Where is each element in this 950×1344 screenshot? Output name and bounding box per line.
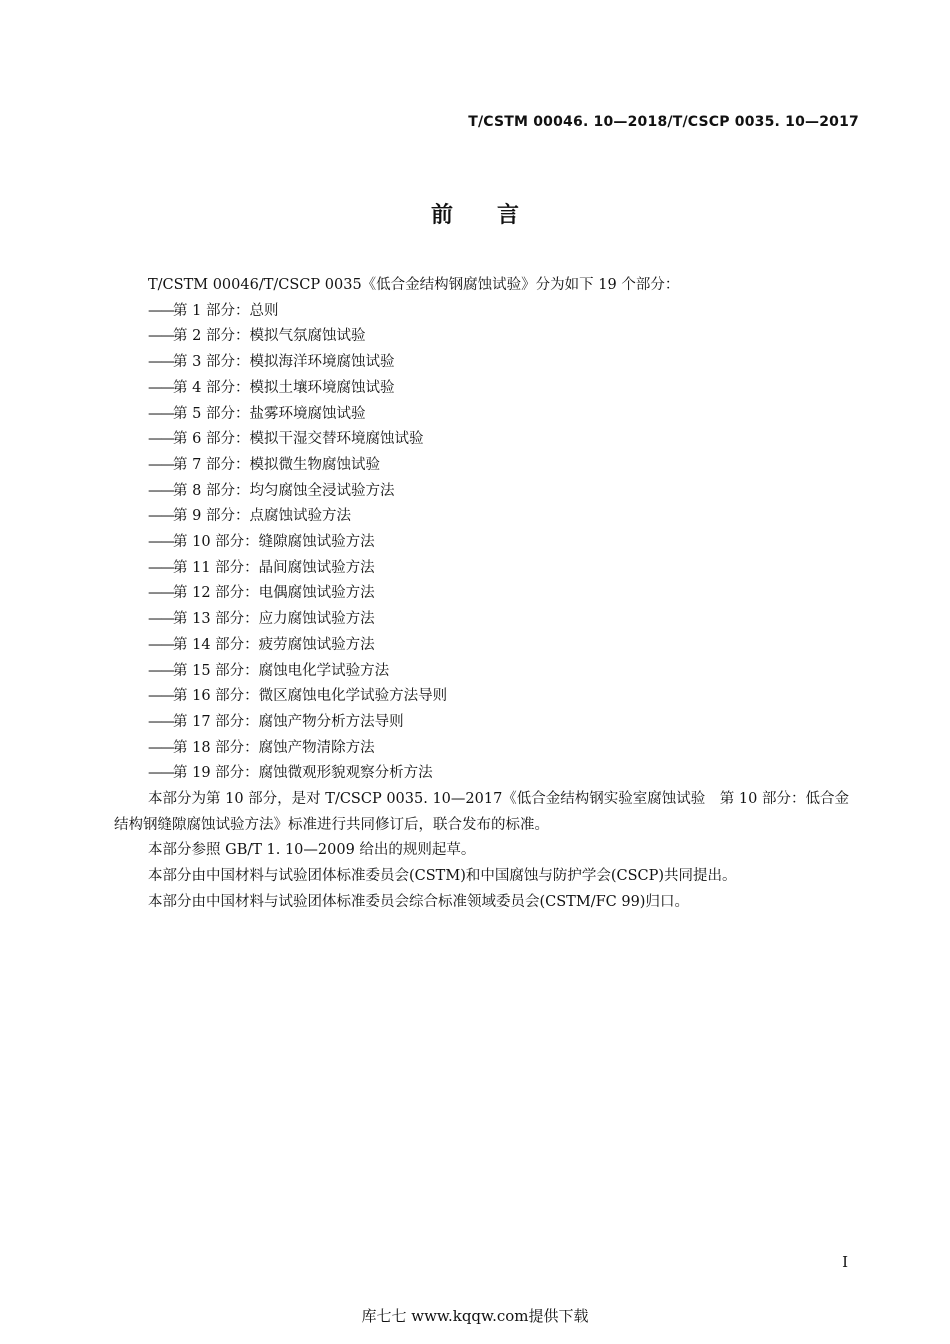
foreword-body (114, 273, 860, 916)
paragraph-1: 本部分为第 10 部分，是对 T/CSCP 0035. 10—2017《低合金结构钢实验室腐蚀试验 第 10 部分：低合金结构钢缝隙腐蚀试验方法》标准进行共同修订后，联合发布的标准。 (114, 791, 849, 833)
list-item-text: 第 14 部分：疲劳腐蚀试验方法 (173, 636, 375, 653)
list-item-text: 第 2 部分：模拟气氛腐蚀试验 (173, 328, 366, 345)
title-char-1: 前 (430, 203, 453, 228)
list-item (114, 659, 860, 685)
parts-list (114, 299, 860, 787)
list-dash: —— (148, 611, 173, 628)
list-dash: —— (148, 328, 173, 345)
list-dash: —— (148, 534, 173, 551)
list-dash: —— (148, 739, 173, 756)
list-dash: —— (148, 559, 173, 576)
list-item (114, 350, 860, 376)
list-dash: —— (148, 354, 173, 371)
list-item-text: 第 10 部分：缝隙腐蚀试验方法 (173, 534, 375, 551)
download-footer: 库七七 www.kqqw.com提供下载 (361, 1307, 589, 1325)
list-dash: —— (148, 456, 173, 473)
list-item (114, 453, 860, 479)
list-item (114, 479, 860, 505)
list-dash: —— (148, 636, 173, 653)
list-dash: —— (148, 765, 173, 782)
list-item-text: 第 3 部分：模拟海洋环境腐蚀试验 (173, 354, 395, 371)
page-number: I (842, 1253, 848, 1271)
list-item (114, 710, 860, 736)
list-dash: —— (148, 662, 173, 679)
document-code-header: T/CSTM 00046. 10—2018/T/CSCP 0035. 10—2017 (468, 114, 859, 130)
list-item-text: 第 15 部分：腐蚀电化学试验方法 (173, 662, 390, 679)
list-item (114, 607, 860, 633)
list-item-text: 第 17 部分：腐蚀产物分析方法导则 (173, 713, 404, 730)
list-dash: —— (148, 688, 173, 705)
list-item (114, 761, 860, 787)
paragraph-3: 本部分由中国材料与试验团体标准委员会(CSTM)和中国腐蚀与防护学会(CSCP)共同提出。 (148, 868, 737, 885)
list-item-text: 第 18 部分：腐蚀产物清除方法 (173, 739, 375, 756)
list-item (114, 504, 860, 530)
list-item (114, 736, 860, 762)
list-item (114, 530, 860, 556)
paragraph-2: 本部分参照 GB/T 1. 10—2009 给出的规则起草。 (148, 842, 476, 859)
list-dash: —— (148, 585, 173, 602)
list-dash: —— (148, 431, 173, 448)
intro-paragraph: T/CSTM 00046/T/CSCP 0035《低合金结构钢腐蚀试验》分为如下 19 个部分： (148, 277, 680, 293)
list-item-text: 第 16 部分：微区腐蚀电化学试验方法导则 (173, 688, 448, 705)
list-item (114, 427, 860, 453)
list-item (114, 376, 860, 402)
list-dash: —— (148, 482, 173, 499)
list-item (114, 324, 860, 350)
list-item (114, 633, 860, 659)
list-dash: —— (148, 379, 173, 396)
list-item-text: 第 5 部分：盐雾环境腐蚀试验 (173, 405, 366, 422)
title-char-2: 言 (497, 203, 520, 228)
list-item-text: 第 6 部分：模拟干湿交替环境腐蚀试验 (173, 431, 424, 448)
list-item (114, 684, 860, 710)
list-item-text: 第 8 部分：均匀腐蚀全浸试验方法 (173, 482, 395, 499)
list-item (114, 402, 860, 428)
list-dash: —— (148, 302, 173, 319)
list-dash: —— (148, 405, 173, 422)
list-item-text: 第 12 部分：电偶腐蚀试验方法 (173, 585, 375, 602)
list-dash: —— (148, 713, 173, 730)
paragraph-4: 本部分由中国材料与试验团体标准委员会综合标准领域委员会(CSTM/FC 99)归口。 (148, 893, 689, 910)
list-item-text: 第 1 部分：总则 (173, 302, 279, 319)
list-item-text: 第 7 部分：模拟微生物腐蚀试验 (173, 456, 380, 473)
list-item-text: 第 19 部分：腐蚀微观形貌观察分析方法 (173, 765, 433, 782)
list-item-text: 第 13 部分：应力腐蚀试验方法 (173, 611, 375, 628)
list-item (114, 556, 860, 582)
list-item-text: 第 11 部分：晶间腐蚀试验方法 (173, 559, 375, 576)
page-title (0, 198, 950, 229)
list-dash: —— (148, 508, 173, 525)
list-item-text: 第 9 部分：点腐蚀试验方法 (173, 508, 351, 525)
list-item (114, 299, 860, 325)
list-item (114, 581, 860, 607)
list-item-text: 第 4 部分：模拟土壤环境腐蚀试验 (173, 379, 395, 396)
